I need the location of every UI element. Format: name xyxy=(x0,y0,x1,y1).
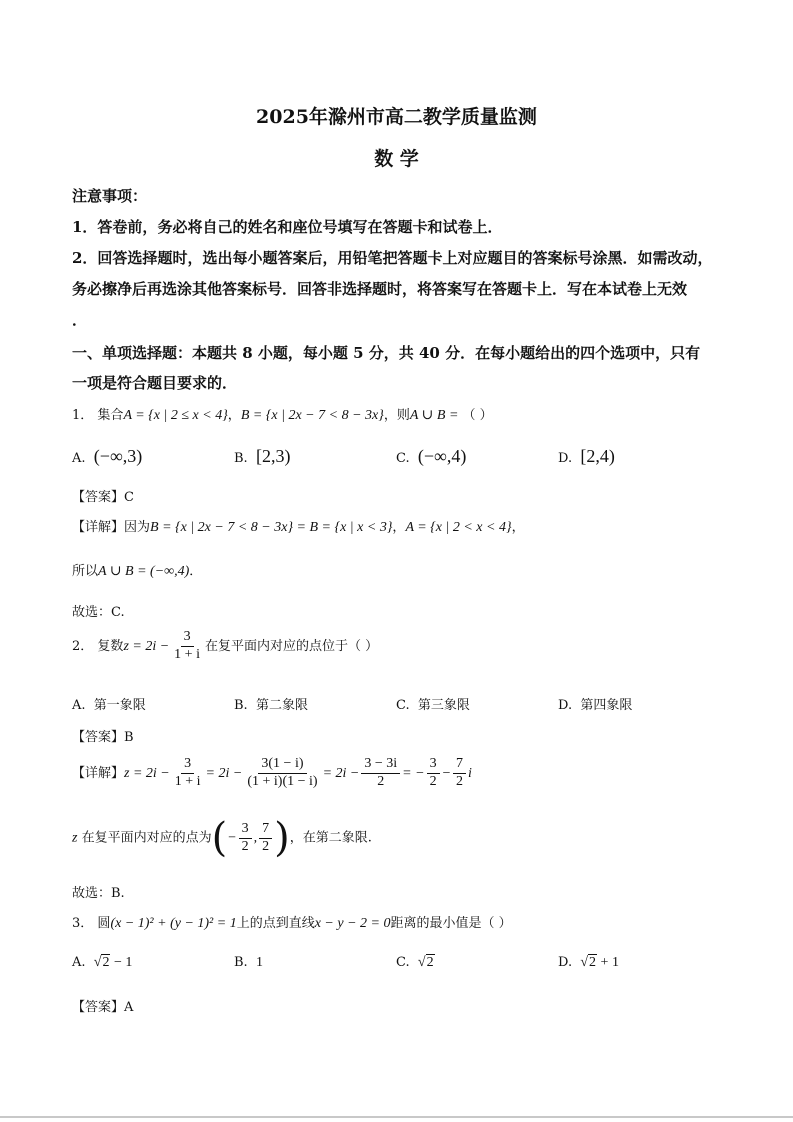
sqrt: √2 xyxy=(417,955,434,970)
question-number: 3． xyxy=(72,916,94,931)
detail-sep: ， xyxy=(392,520,406,535)
section-heading-line2: 一项是符合题目要求的． xyxy=(72,374,238,392)
option-value: (−∞,4) xyxy=(417,446,467,466)
notice-item-1: 1．答卷前，务必将自己的姓名和座位号填写在答题卡和试卷上． xyxy=(72,218,503,236)
question-number: 2． xyxy=(72,638,94,654)
option-value: 第二象限 xyxy=(255,698,308,713)
stem-text: 复数 xyxy=(97,638,124,654)
point-text: ，在第二象限. xyxy=(289,830,372,846)
denominator: 2 xyxy=(429,773,437,789)
fraction xyxy=(172,756,204,791)
option-label: C. xyxy=(396,955,410,970)
left-paren: ( xyxy=(211,815,228,861)
stem-text: 集合 xyxy=(97,408,124,423)
circle-equation: (x − 1)² + (y − 1)² = 1 xyxy=(110,916,237,931)
page-bottom-border xyxy=(0,1116,793,1118)
denominator: 2 xyxy=(377,773,385,789)
detail-end: ， xyxy=(511,520,525,535)
q1-option-c xyxy=(396,446,466,467)
option-value: 第一象限 xyxy=(93,698,146,713)
q2-choose: 故选：B. xyxy=(72,886,125,901)
detail-term: i xyxy=(468,765,472,781)
option-label: A. xyxy=(72,698,86,713)
option-value: − 1 xyxy=(110,955,133,970)
denominator: 1 + i xyxy=(174,646,200,662)
denominator: (1 + i)(1 − i) xyxy=(247,773,318,789)
conclusion-label: 所以 xyxy=(72,564,99,579)
q2-answer: 【答案】B xyxy=(72,730,134,745)
notice-heading: 注意事项： xyxy=(72,187,148,205)
conclusion-expr: A ∪ B = (−∞,4) xyxy=(98,564,190,579)
option-label: D. xyxy=(558,698,573,713)
answer-blank: （ ） xyxy=(462,408,493,423)
notice-item-2-line1: 2．回答选择题时，选出每小题答案后，用铅笔把答题卡上对应题目的答案标号涂黑．如需改动， xyxy=(72,249,713,267)
q1-conclusion xyxy=(72,560,202,580)
option-value: 第四象限 xyxy=(580,698,633,713)
option-value: [2,4) xyxy=(580,446,615,466)
detail-term: = − xyxy=(402,765,425,781)
fraction xyxy=(427,756,440,791)
radicand: 2 xyxy=(426,955,434,970)
denominator: 1 + i xyxy=(174,773,201,789)
numerator: 3 xyxy=(239,821,252,839)
question-2-stem xyxy=(72,629,378,664)
q2-option-d xyxy=(558,694,632,713)
q1-option-d xyxy=(558,446,615,467)
stem-text: 在复平面内对应的点位于（ ） xyxy=(204,638,379,654)
option-value: + 1 xyxy=(597,955,619,970)
option-value: 第三象限 xyxy=(417,698,470,713)
comma: , xyxy=(253,830,258,846)
option-label: C. xyxy=(396,698,410,713)
q2-detail xyxy=(72,756,472,791)
stem-text: 圆 xyxy=(97,916,111,931)
numerator: 3 xyxy=(181,629,194,647)
q3-answer: 【答案】A xyxy=(72,1000,134,1015)
q1-option-b xyxy=(234,446,290,467)
numerator: 3 − 3i xyxy=(361,756,400,774)
minus-sign: − xyxy=(227,830,237,846)
point-text: 在复平面内对应的点为 xyxy=(81,830,212,846)
denominator: 2 xyxy=(241,838,249,854)
right-paren: ) xyxy=(274,815,290,861)
detail-set-a: A = {x | 2 < x < 4} xyxy=(405,520,512,535)
q3-option-c xyxy=(396,955,435,971)
q3-option-b xyxy=(234,955,263,971)
option-label: D. xyxy=(558,451,573,466)
stem-text: 上的点到直线 xyxy=(236,916,315,931)
fraction xyxy=(171,629,203,664)
subject-title: 数 学 xyxy=(374,148,419,170)
denominator: 2 xyxy=(262,838,270,854)
detail-label: 【详解】因为 xyxy=(72,520,151,535)
q1-choose: 故选：C. xyxy=(72,605,125,620)
question-3-stem xyxy=(72,912,512,932)
sqrt: √2 xyxy=(93,955,110,970)
stem-text: 距离的最小值是（ ） xyxy=(390,916,512,931)
q2-point xyxy=(72,815,372,861)
sqrt: √2 xyxy=(580,955,597,970)
fraction xyxy=(453,756,466,791)
fraction xyxy=(259,821,272,856)
detail-set-b: B = {x | 2x − 7 < 8 − 3x} = B = {x | x < 3} xyxy=(150,520,393,535)
expr-lhs: z = 2i − xyxy=(123,638,170,654)
numerator: 7 xyxy=(259,821,272,839)
q2-option-c xyxy=(396,694,470,713)
line-equation: x − y − 2 = 0 xyxy=(314,916,391,931)
section-heading-line1: 一、单项选择题：本题共 8 小题，每小题 5 分，共 40 分．在每小题给出的四个选项中，只有 xyxy=(72,344,701,362)
option-label: B. xyxy=(234,698,248,713)
q2-option-a xyxy=(72,694,146,713)
option-label: A. xyxy=(72,451,86,466)
numerator: 3(1 − i) xyxy=(258,756,306,774)
option-label: A. xyxy=(72,955,86,970)
q3-option-d xyxy=(558,955,619,971)
q3-option-a xyxy=(72,955,132,971)
fraction xyxy=(244,756,320,791)
stem-text: ，则 xyxy=(383,408,410,423)
radicand: 2 xyxy=(102,955,110,970)
set-a: A = {x | 2 ≤ x < 4} xyxy=(123,408,228,423)
notice-item-2-line2: 务必擦净后再选涂其他答案标号．回答非选择题时，将答案写在答题卡上．写在本试卷上无效 xyxy=(72,280,688,298)
detail-term: − xyxy=(441,765,452,781)
set-b: B = {x | 2x − 7 < 8 − 3x} xyxy=(240,408,384,423)
q1-detail xyxy=(72,516,525,536)
q1-option-a xyxy=(72,446,142,467)
option-label: B. xyxy=(234,955,248,970)
numerator: 3 xyxy=(181,756,194,774)
fraction xyxy=(361,756,400,791)
detail-term: = 2i − xyxy=(205,765,243,781)
detail-term: z = 2i − xyxy=(124,765,170,781)
stem-sep: ， xyxy=(227,408,241,423)
detail-label: 【详解】 xyxy=(72,765,125,781)
option-label: D. xyxy=(558,955,573,970)
option-value: 1 xyxy=(255,955,263,970)
option-label: C. xyxy=(396,451,410,466)
conclusion-end: ． xyxy=(189,564,203,579)
q2-option-b xyxy=(234,694,308,713)
exam-title: 2025年滁州市高二教学质量监测 xyxy=(256,106,537,128)
fraction xyxy=(239,821,252,856)
denominator: 2 xyxy=(456,773,464,789)
option-value: (−∞,3) xyxy=(93,446,143,466)
option-value: [2,3) xyxy=(255,446,291,466)
numerator: 3 xyxy=(427,756,440,774)
option-label: B. xyxy=(234,451,248,466)
numerator: 7 xyxy=(453,756,466,774)
radicand: 2 xyxy=(589,955,597,970)
q1-answer: 【答案】C xyxy=(72,490,134,505)
notice-item-2-line3: ． xyxy=(72,311,88,329)
question-1-stem xyxy=(72,404,493,424)
union-expr: A ∪ B = xyxy=(409,408,459,423)
point-var: z xyxy=(72,830,78,846)
detail-term: = 2i − xyxy=(322,765,360,781)
question-number: 1． xyxy=(72,408,94,423)
